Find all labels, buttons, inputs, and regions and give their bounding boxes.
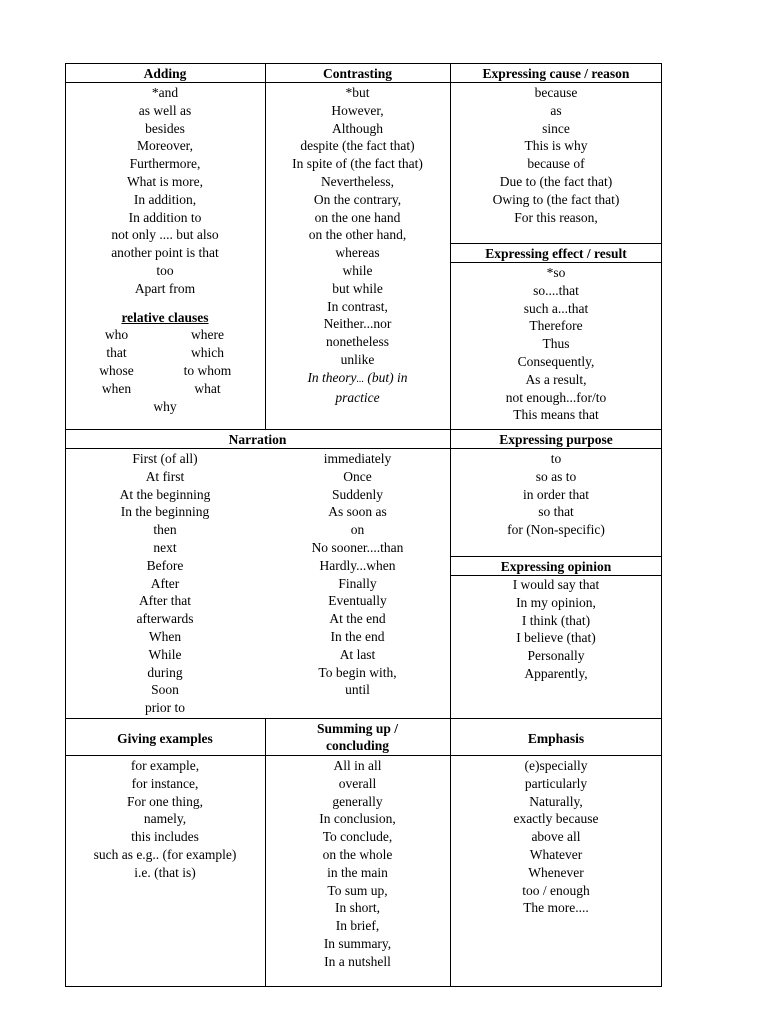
relative-word: what bbox=[194, 380, 221, 396]
contrasting-item: However, bbox=[331, 102, 384, 118]
contrasting-item: but while bbox=[332, 280, 383, 296]
purpose-header: Expressing purpose bbox=[499, 432, 613, 447]
purpose-item: so that bbox=[538, 504, 574, 520]
cause-item: This is why bbox=[524, 138, 588, 154]
effect-header: Expressing effect / result bbox=[485, 246, 627, 261]
summing-item: In conclusion, bbox=[319, 811, 396, 827]
opinion-item: Apparently, bbox=[524, 665, 588, 681]
adding-item: Furthermore, bbox=[129, 156, 201, 172]
narration-item: When bbox=[148, 628, 182, 644]
contrasting-item: on the other hand, bbox=[308, 227, 407, 243]
narration-item: At the end bbox=[329, 611, 386, 627]
examples-item: namely, bbox=[143, 811, 187, 827]
cause-item: because of bbox=[527, 156, 585, 172]
narration-item: To begin with, bbox=[318, 664, 397, 680]
narration-item: Soon bbox=[151, 682, 179, 698]
opinion-item: I think (that) bbox=[521, 612, 591, 628]
summing-item: To conclude, bbox=[322, 829, 393, 845]
examples-item: For one thing, bbox=[126, 793, 204, 809]
theory-text: In theory bbox=[307, 369, 357, 385]
emphasis-item: particularly bbox=[524, 775, 588, 791]
theory-text: (but) in bbox=[364, 369, 408, 385]
narration-item: next bbox=[153, 539, 177, 555]
narration-item: Once bbox=[343, 468, 372, 484]
purpose-item: for (Non-specific) bbox=[507, 522, 605, 538]
narration-item: Eventually bbox=[328, 593, 387, 609]
summing-item: overall bbox=[338, 775, 377, 791]
theory-ellipsis: ... bbox=[356, 373, 365, 385]
summing-item: All in all bbox=[333, 758, 382, 773]
cause-item: Owing to (the fact that) bbox=[492, 191, 620, 207]
relative-word: why bbox=[153, 398, 177, 414]
narration-header: Narration bbox=[228, 432, 287, 447]
effect-item: such a...that bbox=[523, 300, 589, 316]
narration-item: Suddenly bbox=[331, 486, 383, 502]
opinion-item: Personally bbox=[527, 648, 585, 664]
adding-item: *and bbox=[151, 85, 179, 100]
relative-word: when bbox=[101, 380, 132, 396]
summing-item: generally bbox=[332, 793, 383, 809]
contrasting-item: In contrast, bbox=[327, 298, 388, 314]
narration-list-2 bbox=[265, 450, 450, 699]
adding-item: Moreover, bbox=[136, 138, 194, 154]
relative-word: whose bbox=[99, 362, 134, 378]
adding-item: as well as bbox=[138, 102, 192, 118]
narration-item: until bbox=[345, 682, 370, 698]
examples-item: for instance, bbox=[131, 775, 199, 791]
contrasting-item: while bbox=[342, 262, 373, 278]
theory-line: practice bbox=[335, 389, 380, 405]
summing-item: To sum up, bbox=[327, 882, 388, 898]
summing-header-line: Summing up / bbox=[316, 721, 399, 736]
cause-item: For this reason, bbox=[514, 209, 598, 225]
contrasting-item: In spite of (the fact that) bbox=[292, 156, 423, 172]
adding-list bbox=[65, 84, 265, 415]
relative-word: where bbox=[191, 327, 224, 343]
opinion-item: I believe (that) bbox=[516, 630, 596, 646]
summing-list bbox=[265, 757, 450, 971]
emphasis-item: exactly because bbox=[513, 811, 599, 827]
adding-item: another point is that bbox=[111, 245, 219, 261]
narration-item: At the beginning bbox=[119, 486, 211, 502]
contrasting-item: *but bbox=[345, 85, 370, 100]
purpose-item: so as to bbox=[535, 468, 577, 484]
opinion-list bbox=[450, 576, 662, 683]
relative-word: who bbox=[104, 327, 129, 343]
contrasting-item: Neither...nor bbox=[323, 316, 392, 332]
contrasting-item: Although bbox=[331, 120, 383, 136]
adding-item: In addition, bbox=[133, 191, 197, 207]
adding-item: In addition to bbox=[128, 209, 202, 225]
effect-item: As a result, bbox=[525, 371, 587, 387]
relative-word: which bbox=[191, 345, 224, 361]
contrasting-list bbox=[265, 84, 450, 406]
contrasting-header: Contrasting bbox=[322, 66, 392, 81]
emphasis-item: Whenever bbox=[528, 864, 584, 880]
effect-item: not enough...for/to bbox=[505, 389, 607, 405]
narration-item: After that bbox=[138, 593, 192, 609]
opinion-item: In my opinion, bbox=[516, 594, 596, 610]
narration-item: Before bbox=[146, 557, 184, 573]
contrasting-item: nonetheless bbox=[326, 334, 389, 350]
narration-item: during bbox=[147, 664, 183, 680]
summing-item: In brief, bbox=[335, 918, 380, 934]
adding-item: Apart from bbox=[134, 280, 196, 296]
cause-item: as bbox=[550, 102, 562, 118]
summing-item: In short, bbox=[335, 900, 380, 916]
cause-item: because bbox=[534, 85, 578, 100]
summing-header bbox=[265, 720, 450, 756]
narration-item: At last bbox=[339, 646, 376, 662]
contrasting-item: On the contrary, bbox=[313, 191, 402, 207]
purpose-list bbox=[450, 450, 662, 539]
narration-item: In the beginning bbox=[120, 504, 210, 520]
narration-item: In the end bbox=[330, 628, 385, 644]
emphasis-header: Emphasis bbox=[527, 730, 585, 746]
relative-word: that bbox=[106, 345, 127, 361]
narration-item: First (of all) bbox=[132, 451, 198, 466]
narration-item: As soon as bbox=[328, 504, 387, 520]
emphasis-item: above all bbox=[531, 829, 581, 845]
emphasis-item: Whatever bbox=[529, 846, 583, 862]
contrasting-item: whereas bbox=[335, 245, 380, 261]
narration-item: While bbox=[148, 646, 182, 662]
effect-list bbox=[450, 264, 662, 424]
effect-item: This means that bbox=[513, 407, 599, 423]
opinion-header: Expressing opinion bbox=[500, 559, 612, 574]
narration-item: No sooner....than bbox=[311, 539, 404, 555]
examples-header: Giving examples bbox=[117, 730, 213, 746]
examples-item: i.e. (that is) bbox=[134, 864, 196, 880]
summing-header-line: concluding bbox=[325, 738, 390, 753]
relative-word: to whom bbox=[183, 362, 232, 378]
opinion-item: I would say that bbox=[512, 577, 600, 592]
purpose-item: to bbox=[550, 451, 562, 466]
emphasis-item: The more.... bbox=[523, 900, 589, 916]
adding-item: besides bbox=[145, 120, 185, 136]
narration-list-1 bbox=[65, 450, 265, 717]
cause-item: Due to (the fact that) bbox=[499, 173, 613, 189]
theory-line bbox=[265, 369, 450, 389]
effect-item: so....that bbox=[533, 282, 579, 298]
narration-item: At first bbox=[145, 468, 185, 484]
contrasting-item: Nevertheless, bbox=[320, 173, 395, 189]
purpose-item: in order that bbox=[523, 486, 589, 502]
contrasting-item: despite (the fact that) bbox=[300, 138, 415, 154]
emphasis-list bbox=[450, 757, 662, 917]
summing-item: on the whole bbox=[322, 846, 393, 862]
narration-item: After bbox=[150, 575, 180, 591]
adding-item: too bbox=[156, 262, 174, 278]
adding-header: Adding bbox=[143, 66, 187, 81]
effect-item: *so bbox=[546, 265, 566, 280]
narration-item: on bbox=[350, 522, 365, 538]
narration-item: immediately bbox=[323, 451, 392, 466]
emphasis-item: Naturally, bbox=[529, 793, 583, 809]
relative-clauses-grid bbox=[65, 326, 265, 397]
examples-item: such as e.g.. (for example) bbox=[93, 846, 237, 862]
effect-item: Therefore bbox=[529, 318, 583, 334]
emphasis-item: (e)specially bbox=[524, 758, 588, 773]
examples-item: this includes bbox=[131, 829, 199, 845]
emphasis-item: too / enough bbox=[522, 882, 590, 898]
summing-item: In summary, bbox=[323, 935, 392, 951]
adding-item: not only .... but also bbox=[111, 227, 219, 243]
examples-list bbox=[65, 757, 265, 882]
contrasting-item: on the one hand bbox=[314, 209, 401, 225]
narration-item: afterwards bbox=[136, 611, 194, 627]
cause-header: Expressing cause / reason bbox=[482, 66, 630, 81]
relative-clauses-title: relative clauses bbox=[121, 309, 209, 325]
effect-item: Thus bbox=[542, 336, 570, 352]
contrasting-item: unlike bbox=[340, 351, 375, 367]
summing-item: In a nutshell bbox=[324, 953, 391, 969]
narration-item: then bbox=[153, 522, 177, 538]
narration-item: prior to bbox=[144, 700, 186, 716]
adding-item: What is more, bbox=[126, 173, 204, 189]
examples-item: for example, bbox=[130, 758, 200, 773]
effect-item: Consequently, bbox=[517, 353, 595, 369]
narration-item: Finally bbox=[338, 575, 377, 591]
cause-list bbox=[450, 84, 662, 226]
summing-item: in the main bbox=[327, 864, 388, 880]
cause-item: since bbox=[542, 120, 570, 136]
narration-item: Hardly...when bbox=[319, 557, 396, 573]
